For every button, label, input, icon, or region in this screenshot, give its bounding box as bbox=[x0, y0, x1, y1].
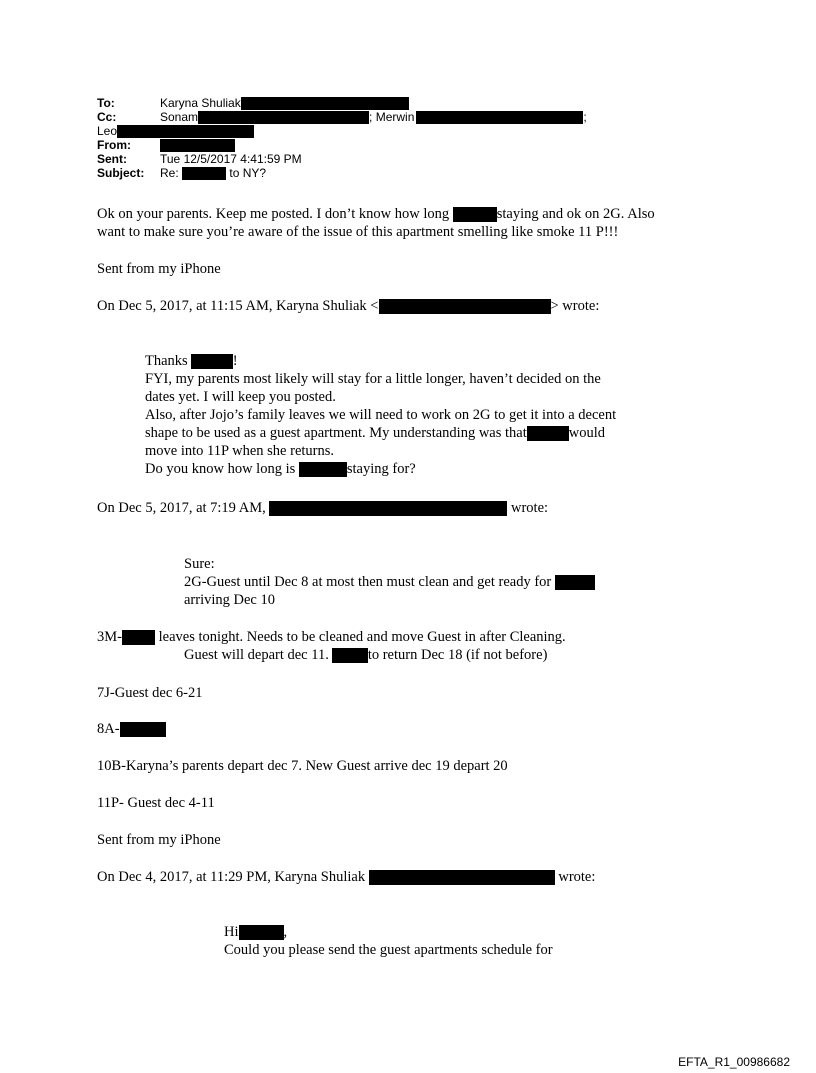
redaction-block bbox=[239, 925, 284, 940]
to-label: To: bbox=[97, 96, 115, 110]
redaction-block bbox=[182, 167, 226, 180]
quote-header-text: wrote: bbox=[558, 869, 596, 885]
quote-line bbox=[145, 352, 238, 370]
redaction-block bbox=[369, 870, 555, 885]
quote-line: move into 11P when she returns. bbox=[145, 443, 335, 459]
redaction-block bbox=[332, 648, 368, 663]
schedule-text: Guest will depart dec 11. bbox=[184, 647, 329, 663]
redaction-block bbox=[122, 630, 155, 645]
redaction-block bbox=[160, 139, 235, 152]
quote-line bbox=[224, 923, 287, 941]
redaction-block bbox=[198, 111, 369, 124]
quote-line: Could you please send the guest apartments schedule for bbox=[224, 942, 553, 958]
quote-text: would bbox=[568, 425, 605, 441]
to-value: Karyna Shuliak bbox=[160, 96, 241, 110]
quote-text: shape to be used as a guest apartment. My understanding was that bbox=[145, 425, 527, 441]
schedule-line bbox=[184, 646, 547, 664]
body-line: want to make sure you’re aware of the issue of this apartment smelling like smoke 11 P!!! bbox=[97, 224, 619, 240]
quote-line: Sure: bbox=[184, 556, 215, 572]
schedule-text: to return Dec 18 (if not before) bbox=[367, 647, 548, 663]
quote-header-text: On Dec 4, 2017, at 11:29 PM, Karyna Shuliak bbox=[97, 869, 366, 885]
cc-row-2 bbox=[97, 124, 254, 138]
quote-line bbox=[145, 424, 605, 442]
cc-value: Sonam bbox=[160, 110, 199, 124]
subject-row bbox=[97, 166, 266, 180]
schedule-text: leaves tonight. Needs to be cleaned and move Guest in after Cleaning. bbox=[158, 629, 566, 645]
body-line bbox=[97, 205, 655, 223]
redaction-block bbox=[379, 299, 551, 314]
quote-line: Also, after Jojo’s family leaves we will need to work on 2G to get it into a decent bbox=[145, 407, 617, 423]
schedule-line: 10B-Karyna’s parents depart dec 7. New Guest arrive dec 19 depart 20 bbox=[97, 758, 508, 774]
subject-label: Subject: bbox=[97, 166, 145, 180]
cc-separator: ; Merwin bbox=[369, 110, 415, 124]
redaction-block bbox=[527, 426, 569, 441]
redaction-block bbox=[117, 125, 254, 138]
schedule-text: 3M- bbox=[97, 629, 122, 645]
schedule-text: 8A- bbox=[97, 721, 120, 737]
redaction-block bbox=[241, 97, 409, 110]
quote-line: dates yet. I will keep you posted. bbox=[145, 389, 336, 405]
signature-line: Sent from my iPhone bbox=[97, 261, 221, 277]
subject-prefix: Re: bbox=[160, 166, 179, 180]
subject-suffix: to NY? bbox=[229, 166, 267, 180]
quote-header bbox=[97, 499, 548, 517]
quote-text: Do you know how long is bbox=[145, 461, 296, 477]
cc-end: ; bbox=[583, 110, 587, 124]
quote-header-text: On Dec 5, 2017, at 11:15 AM, Karyna Shuliak < bbox=[97, 298, 379, 314]
quote-header bbox=[97, 297, 599, 315]
body-text: Ok on your parents. Keep me posted. I don’t know how long bbox=[97, 206, 450, 222]
quote-line: arriving Dec 10 bbox=[184, 592, 275, 608]
quote-line bbox=[145, 460, 416, 478]
quote-text: Thanks bbox=[145, 353, 188, 369]
quote-text: 2G-Guest until Dec 8 at most then must clean and get ready for bbox=[184, 574, 552, 590]
quote-header bbox=[97, 868, 595, 886]
quote-header-text: On Dec 5, 2017, at 7:19 AM, bbox=[97, 500, 266, 516]
redaction-block bbox=[191, 354, 233, 369]
to-row bbox=[97, 96, 409, 110]
cc-label: Cc: bbox=[97, 110, 117, 124]
redaction-block bbox=[269, 501, 507, 516]
schedule-line: 7J-Guest dec 6-21 bbox=[97, 685, 203, 701]
from-label: From: bbox=[97, 138, 131, 152]
quote-header-text: wrote: bbox=[511, 500, 549, 516]
quote-text: staying for? bbox=[346, 461, 416, 477]
quote-text: Hi bbox=[224, 924, 239, 940]
redaction-block bbox=[453, 207, 497, 222]
sent-value: Tue 12/5/2017 4:41:59 PM bbox=[160, 152, 302, 166]
body-text: staying and ok on 2G. Also bbox=[496, 206, 655, 222]
document-id: EFTA_R1_00986682 bbox=[678, 1055, 790, 1069]
redaction-block bbox=[555, 575, 595, 590]
sent-row bbox=[97, 152, 302, 166]
quote-header-text: > wrote: bbox=[550, 298, 600, 314]
schedule-line bbox=[97, 720, 166, 738]
sent-label: Sent: bbox=[97, 152, 127, 166]
from-row bbox=[97, 138, 235, 152]
redaction-block bbox=[299, 462, 347, 477]
quote-text: , bbox=[283, 924, 288, 940]
signature-line: Sent from my iPhone bbox=[97, 832, 221, 848]
quote-line: FYI, my parents most likely will stay for a little longer, haven’t decided on the bbox=[145, 371, 601, 387]
cc-row bbox=[97, 110, 587, 124]
redaction-block bbox=[416, 111, 583, 124]
quote-text: ! bbox=[232, 353, 238, 369]
schedule-line bbox=[97, 628, 566, 646]
cc-value-2: Leo bbox=[97, 124, 118, 138]
redaction-block bbox=[120, 722, 166, 737]
schedule-line: 11P- Guest dec 4-11 bbox=[97, 795, 215, 811]
quote-line bbox=[184, 573, 595, 591]
